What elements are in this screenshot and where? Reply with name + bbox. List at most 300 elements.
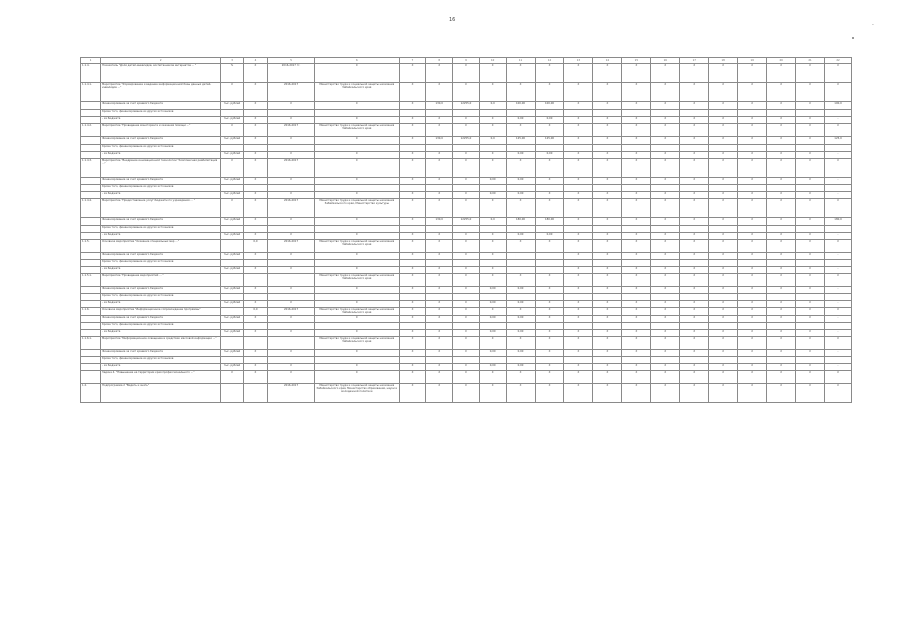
table-cell bbox=[680, 260, 709, 267]
table-cell: Х bbox=[426, 350, 453, 357]
table-cell: Х bbox=[399, 199, 426, 218]
table-cell: - bbox=[825, 152, 852, 159]
table-cell bbox=[709, 226, 738, 233]
table-cell: Х bbox=[426, 233, 453, 240]
table-cell: Х bbox=[651, 253, 680, 260]
table-cell: Х bbox=[564, 117, 593, 124]
table-cell: Х bbox=[426, 253, 453, 260]
row-number-cell: 1.1.5. bbox=[81, 240, 101, 253]
table-cell bbox=[767, 294, 796, 301]
row-title-cell: Мероприятие "Внедрение инновационной технологии "Комплексная реабилитация ..." bbox=[101, 159, 221, 178]
table-cell: 12255,0 bbox=[453, 218, 480, 226]
table-cell bbox=[243, 185, 268, 192]
table-cell: Х bbox=[564, 218, 593, 226]
table-cell: Х bbox=[564, 233, 593, 240]
table-cell: Х bbox=[767, 199, 796, 218]
table-cell: Х bbox=[426, 267, 453, 274]
table-row bbox=[81, 308, 852, 316]
table-cell: 100,0 bbox=[825, 102, 852, 110]
table-cell: - bbox=[825, 267, 852, 274]
table-cell: Х bbox=[651, 218, 680, 226]
table-cell bbox=[709, 110, 738, 117]
table-cell: Х bbox=[243, 350, 268, 357]
table-cell: тыс. рублей bbox=[221, 178, 243, 185]
column-header: 14 bbox=[593, 58, 622, 64]
table-cell: Х bbox=[426, 274, 453, 287]
table-cell: Х bbox=[651, 364, 680, 371]
table-cell bbox=[314, 110, 399, 117]
table-cell: Х bbox=[243, 192, 268, 199]
table-cell: Х bbox=[680, 350, 709, 357]
table-cell: Х bbox=[593, 233, 622, 240]
table-cell bbox=[825, 185, 852, 192]
table-cell bbox=[399, 260, 426, 267]
table-cell: Х bbox=[426, 308, 453, 316]
table-cell: Х bbox=[622, 330, 651, 337]
table-row bbox=[81, 371, 852, 384]
table-cell: Х bbox=[399, 218, 426, 226]
row-title-cell: Кроме того, финансирование из других источников bbox=[101, 226, 221, 233]
table-cell: Х bbox=[825, 384, 852, 403]
table-cell bbox=[453, 294, 480, 301]
table-cell: Х bbox=[709, 316, 738, 323]
row-number-cell bbox=[81, 192, 101, 199]
table-cell bbox=[506, 110, 535, 117]
table-cell: 125,00 bbox=[535, 137, 564, 145]
table-cell: Х bbox=[680, 192, 709, 199]
table-cell bbox=[593, 110, 622, 117]
row-title-cell: Мероприятие "Формирование и ведение информационной базы данных детей-инвалидов ..." bbox=[101, 83, 221, 102]
table-cell: Х bbox=[680, 371, 709, 384]
table-cell bbox=[479, 357, 506, 364]
table-cell: Х bbox=[564, 159, 593, 178]
table-cell: Х bbox=[709, 253, 738, 260]
table-row bbox=[81, 287, 852, 294]
table-cell: Х bbox=[796, 337, 825, 350]
table-cell: Х bbox=[564, 199, 593, 218]
table-cell bbox=[564, 294, 593, 301]
table-cell: Х bbox=[738, 159, 767, 178]
row-number-cell bbox=[81, 152, 101, 159]
table-cell bbox=[479, 226, 506, 233]
table-cell: Х bbox=[535, 274, 564, 287]
table-cell: Х bbox=[709, 199, 738, 218]
table-cell: Х bbox=[796, 301, 825, 308]
table-cell: Х bbox=[680, 384, 709, 403]
table-cell: Х bbox=[593, 64, 622, 83]
table-cell: 100,00 bbox=[535, 102, 564, 110]
table-cell: Х bbox=[243, 267, 268, 274]
table-cell: Х bbox=[622, 267, 651, 274]
table-cell: Х bbox=[651, 330, 680, 337]
table-cell: Х bbox=[399, 384, 426, 403]
table-cell bbox=[796, 294, 825, 301]
table-row bbox=[81, 178, 852, 185]
table-row bbox=[81, 301, 852, 308]
table-cell: Х bbox=[593, 364, 622, 371]
table-cell bbox=[593, 357, 622, 364]
table-cell: Х bbox=[479, 152, 506, 159]
table-cell: 0,00 bbox=[506, 192, 535, 199]
table-cell: Х bbox=[535, 199, 564, 218]
table-cell: Х bbox=[796, 199, 825, 218]
table-cell: Х bbox=[564, 137, 593, 145]
table-cell: Х bbox=[314, 364, 399, 371]
table-cell: Х bbox=[738, 199, 767, 218]
table-cell: Х bbox=[564, 316, 593, 323]
table-cell bbox=[268, 260, 315, 267]
table-cell: - bbox=[825, 178, 852, 185]
table-cell: Х bbox=[680, 124, 709, 137]
table-cell: Х bbox=[622, 124, 651, 137]
table-cell: Х bbox=[767, 159, 796, 178]
table-cell: Х bbox=[399, 124, 426, 137]
table-cell bbox=[243, 274, 268, 287]
table-cell: Х bbox=[622, 199, 651, 218]
row-number-cell bbox=[81, 233, 101, 240]
table-cell: Х bbox=[453, 350, 480, 357]
table-cell: 0,00 bbox=[506, 117, 535, 124]
table-cell: Министерство труда и социальной защиты населения Забайкальского края, Министерство образования, науки и молодежной политики bbox=[314, 384, 399, 403]
table-row bbox=[81, 110, 852, 117]
table-cell bbox=[221, 274, 243, 287]
table-cell: Министерство труда и социальной защиты населения Забайкальского края bbox=[314, 124, 399, 137]
table-cell bbox=[680, 323, 709, 330]
table-cell: Х bbox=[796, 364, 825, 371]
table-cell bbox=[453, 226, 480, 233]
table-cell: Х bbox=[680, 287, 709, 294]
table-cell: Х bbox=[738, 316, 767, 323]
table-cell: Х bbox=[243, 233, 268, 240]
table-cell: Х bbox=[738, 384, 767, 403]
table-cell: Х bbox=[767, 102, 796, 110]
table-cell: Х bbox=[593, 316, 622, 323]
table-cell: Х bbox=[622, 240, 651, 253]
table-cell bbox=[506, 267, 535, 274]
table-cell: Х bbox=[622, 371, 651, 384]
row-number-cell bbox=[81, 371, 101, 384]
table-cell: Х bbox=[268, 301, 315, 308]
table-cell bbox=[796, 145, 825, 152]
table-cell bbox=[506, 294, 535, 301]
table-cell: Х bbox=[796, 240, 825, 253]
table-cell: Х bbox=[535, 159, 564, 178]
table-cell: Х bbox=[268, 287, 315, 294]
row-number-cell bbox=[81, 357, 101, 364]
table-cell: Х bbox=[564, 178, 593, 185]
table-cell bbox=[564, 226, 593, 233]
table-cell bbox=[738, 323, 767, 330]
table-cell bbox=[622, 185, 651, 192]
table-cell: Х bbox=[709, 337, 738, 350]
table-cell: Х bbox=[243, 371, 268, 384]
table-cell: Х bbox=[506, 274, 535, 287]
table-cell: Х bbox=[738, 117, 767, 124]
table-cell: Х bbox=[680, 233, 709, 240]
table-cell: 0,00 bbox=[479, 192, 506, 199]
table-cell: Х bbox=[825, 274, 852, 287]
table-cell: Х bbox=[453, 199, 480, 218]
table-cell: Х bbox=[709, 117, 738, 124]
table-cell: тыс. рублей bbox=[221, 192, 243, 199]
table-cell bbox=[314, 145, 399, 152]
table-cell: Х bbox=[426, 83, 453, 102]
table-cell: Х bbox=[399, 274, 426, 287]
table-cell bbox=[767, 357, 796, 364]
row-number-cell bbox=[81, 253, 101, 260]
table-cell: 0,00 bbox=[506, 350, 535, 357]
table-cell: Х bbox=[796, 371, 825, 384]
table-cell: Х bbox=[593, 384, 622, 403]
table-cell bbox=[825, 226, 852, 233]
table-cell: Х bbox=[709, 83, 738, 102]
table-cell: Х bbox=[535, 308, 564, 316]
row-number-cell bbox=[81, 226, 101, 233]
table-cell bbox=[268, 185, 315, 192]
table-cell: Х bbox=[243, 178, 268, 185]
table-cell: тыс. рублей bbox=[221, 330, 243, 337]
table-cell: Х bbox=[479, 337, 506, 350]
table-cell: Х bbox=[314, 117, 399, 124]
table-cell bbox=[479, 110, 506, 117]
row-number-cell: 1.1.6. bbox=[81, 308, 101, 316]
table-cell bbox=[221, 260, 243, 267]
table-cell: Х bbox=[796, 253, 825, 260]
table-cell: Х bbox=[622, 384, 651, 403]
table-cell: тыс. рублей bbox=[221, 287, 243, 294]
table-cell: Х bbox=[825, 240, 852, 253]
table-cell: Х bbox=[709, 102, 738, 110]
table-cell: тыс. рублей bbox=[221, 267, 243, 274]
table-cell: Х bbox=[506, 199, 535, 218]
table-cell: Х bbox=[593, 371, 622, 384]
table-cell bbox=[399, 357, 426, 364]
row-number-cell bbox=[81, 267, 101, 274]
row-title-cell: Задача 4. "Повышение на территории края профессионального ..." bbox=[101, 371, 221, 384]
table-cell: Х bbox=[796, 178, 825, 185]
table-cell: Х bbox=[622, 102, 651, 110]
table-cell bbox=[709, 145, 738, 152]
table-cell: 0,00 bbox=[479, 287, 506, 294]
table-cell: Х bbox=[825, 83, 852, 102]
table-cell: Х bbox=[709, 233, 738, 240]
table-cell: Х bbox=[243, 253, 268, 260]
table-cell: Х bbox=[268, 371, 315, 384]
table-row bbox=[81, 199, 852, 218]
table-cell: Х bbox=[680, 159, 709, 178]
table-row bbox=[81, 64, 852, 83]
table-cell: Министерство труда и социальной защиты населения Забайкальского края, Министерство культуры bbox=[314, 199, 399, 218]
table-cell: Х bbox=[399, 371, 426, 384]
table-cell: Х bbox=[680, 301, 709, 308]
row-number-cell bbox=[81, 294, 101, 301]
table-cell bbox=[268, 145, 315, 152]
table-cell: Х bbox=[680, 308, 709, 316]
table-cell: Х bbox=[453, 178, 480, 185]
row-title-cell: Мероприятие "Предоставление услуг бюджетного учреждения ... " bbox=[101, 199, 221, 218]
table-cell bbox=[622, 323, 651, 330]
table-cell: Х bbox=[622, 301, 651, 308]
table-cell bbox=[767, 145, 796, 152]
table-cell: - bbox=[825, 233, 852, 240]
row-title-cell: Финансирование за счет краевого бюджета bbox=[101, 137, 221, 145]
table-cell: Х bbox=[564, 64, 593, 83]
table-cell bbox=[593, 294, 622, 301]
page-number: 16 bbox=[449, 17, 456, 23]
table-cell: Х bbox=[622, 152, 651, 159]
table-cell: Х bbox=[738, 137, 767, 145]
table-cell: Х bbox=[314, 267, 399, 274]
table-cell: 2016-2017 bbox=[268, 240, 315, 253]
table-cell: Х bbox=[535, 371, 564, 384]
table-cell: 180,00 bbox=[506, 218, 535, 226]
row-number-cell bbox=[81, 137, 101, 145]
scan-dot bbox=[852, 37, 854, 39]
table-cell: Х bbox=[564, 371, 593, 384]
table-cell bbox=[738, 145, 767, 152]
table-cell: Х bbox=[243, 137, 268, 145]
table-cell bbox=[314, 226, 399, 233]
table-row bbox=[81, 218, 852, 226]
row-number-cell bbox=[81, 330, 101, 337]
table-cell: тыс. рублей bbox=[221, 218, 243, 226]
table-cell: - bbox=[825, 117, 852, 124]
row-number-cell bbox=[81, 145, 101, 152]
table-cell bbox=[453, 260, 480, 267]
table-cell: Х bbox=[593, 124, 622, 137]
table-cell: Х bbox=[738, 287, 767, 294]
table-cell bbox=[399, 185, 426, 192]
table-cell bbox=[738, 357, 767, 364]
table-cell: Х bbox=[680, 83, 709, 102]
table-cell bbox=[651, 226, 680, 233]
table-cell: Х bbox=[651, 102, 680, 110]
table-cell: Х bbox=[593, 330, 622, 337]
table-cell: Х bbox=[453, 371, 480, 384]
row-number-cell bbox=[81, 178, 101, 185]
table-cell bbox=[825, 357, 852, 364]
table-cell bbox=[651, 323, 680, 330]
table-cell bbox=[268, 294, 315, 301]
table-row bbox=[81, 316, 852, 323]
table-cell bbox=[535, 253, 564, 260]
table-cell: Х bbox=[593, 83, 622, 102]
table-cell: Х bbox=[680, 102, 709, 110]
column-header: 19 bbox=[738, 58, 767, 64]
table-cell: Х bbox=[314, 102, 399, 110]
table-cell: Х bbox=[651, 152, 680, 159]
table-cell: тыс. рублей bbox=[221, 233, 243, 240]
table-cell: Х bbox=[622, 316, 651, 323]
table-cell: - bbox=[825, 192, 852, 199]
table-cell: Х bbox=[651, 308, 680, 316]
table-cell: Х bbox=[506, 240, 535, 253]
table-cell: Х bbox=[796, 267, 825, 274]
table-cell: Х bbox=[314, 301, 399, 308]
table-cell: Х bbox=[796, 330, 825, 337]
table-cell: Х bbox=[453, 240, 480, 253]
table-cell: Х bbox=[767, 124, 796, 137]
table-cell: Х bbox=[243, 83, 268, 102]
table-cell: Х bbox=[622, 159, 651, 178]
table-cell bbox=[426, 357, 453, 364]
table-cell bbox=[221, 185, 243, 192]
row-number-cell: 1.2. bbox=[81, 384, 101, 403]
table-cell: Х bbox=[268, 152, 315, 159]
table-cell bbox=[243, 384, 268, 403]
table-cell: тыс. рублей bbox=[221, 152, 243, 159]
table-cell bbox=[535, 294, 564, 301]
table-cell: Х bbox=[651, 287, 680, 294]
table-cell bbox=[479, 294, 506, 301]
table-cell: Х bbox=[738, 192, 767, 199]
table-cell: Х bbox=[593, 178, 622, 185]
table-cell: Х bbox=[680, 364, 709, 371]
table-cell: Х bbox=[767, 274, 796, 287]
table-cell: Х bbox=[738, 267, 767, 274]
row-title-cell: Финансирование за счет краевого бюджета bbox=[101, 350, 221, 357]
table-cell: Х bbox=[709, 137, 738, 145]
row-number-cell bbox=[81, 350, 101, 357]
table-cell: 125,0 bbox=[825, 137, 852, 145]
table-cell: Х bbox=[680, 274, 709, 287]
table-cell bbox=[564, 185, 593, 192]
column-header: 15 bbox=[622, 58, 651, 64]
table-cell: Х bbox=[479, 83, 506, 102]
table-cell: Х bbox=[453, 287, 480, 294]
table-cell: Х bbox=[738, 240, 767, 253]
table-cell: 0,00 bbox=[506, 330, 535, 337]
table-cell: Х bbox=[243, 287, 268, 294]
table-cell bbox=[506, 253, 535, 260]
table-cell: Х bbox=[738, 64, 767, 83]
table-cell: Х bbox=[651, 301, 680, 308]
table-cell: Х bbox=[593, 301, 622, 308]
table-cell: Х bbox=[426, 124, 453, 137]
table-row bbox=[81, 137, 852, 145]
table-cell: Х bbox=[825, 371, 852, 384]
table-cell: Х bbox=[453, 64, 480, 83]
table-cell: Х bbox=[399, 159, 426, 178]
table-cell: Х bbox=[535, 350, 564, 357]
table-cell: Х bbox=[426, 337, 453, 350]
table-cell bbox=[651, 357, 680, 364]
table-cell: Х bbox=[767, 371, 796, 384]
table-cell bbox=[564, 260, 593, 267]
table-cell: Х bbox=[796, 83, 825, 102]
table-cell: Х bbox=[709, 124, 738, 137]
table-cell: Х bbox=[314, 233, 399, 240]
table-cell bbox=[426, 260, 453, 267]
table-cell: Х bbox=[426, 178, 453, 185]
table-cell: 0,00 bbox=[506, 301, 535, 308]
table-cell: Х bbox=[796, 233, 825, 240]
table-cell: Х bbox=[709, 364, 738, 371]
table-cell: Х bbox=[564, 83, 593, 102]
table-cell: Х bbox=[709, 64, 738, 83]
table-cell: Х bbox=[767, 267, 796, 274]
table-cell: Х bbox=[796, 274, 825, 287]
row-number-cell: 1.1.4.1. bbox=[81, 83, 101, 102]
table-cell: 0,00 bbox=[479, 350, 506, 357]
row-number-cell bbox=[81, 117, 101, 124]
table-cell: Х bbox=[479, 308, 506, 316]
table-cell bbox=[314, 260, 399, 267]
table-cell: Х bbox=[651, 159, 680, 178]
row-number-cell bbox=[81, 260, 101, 267]
table-row bbox=[81, 274, 852, 287]
table-cell: 0,00 bbox=[479, 178, 506, 185]
